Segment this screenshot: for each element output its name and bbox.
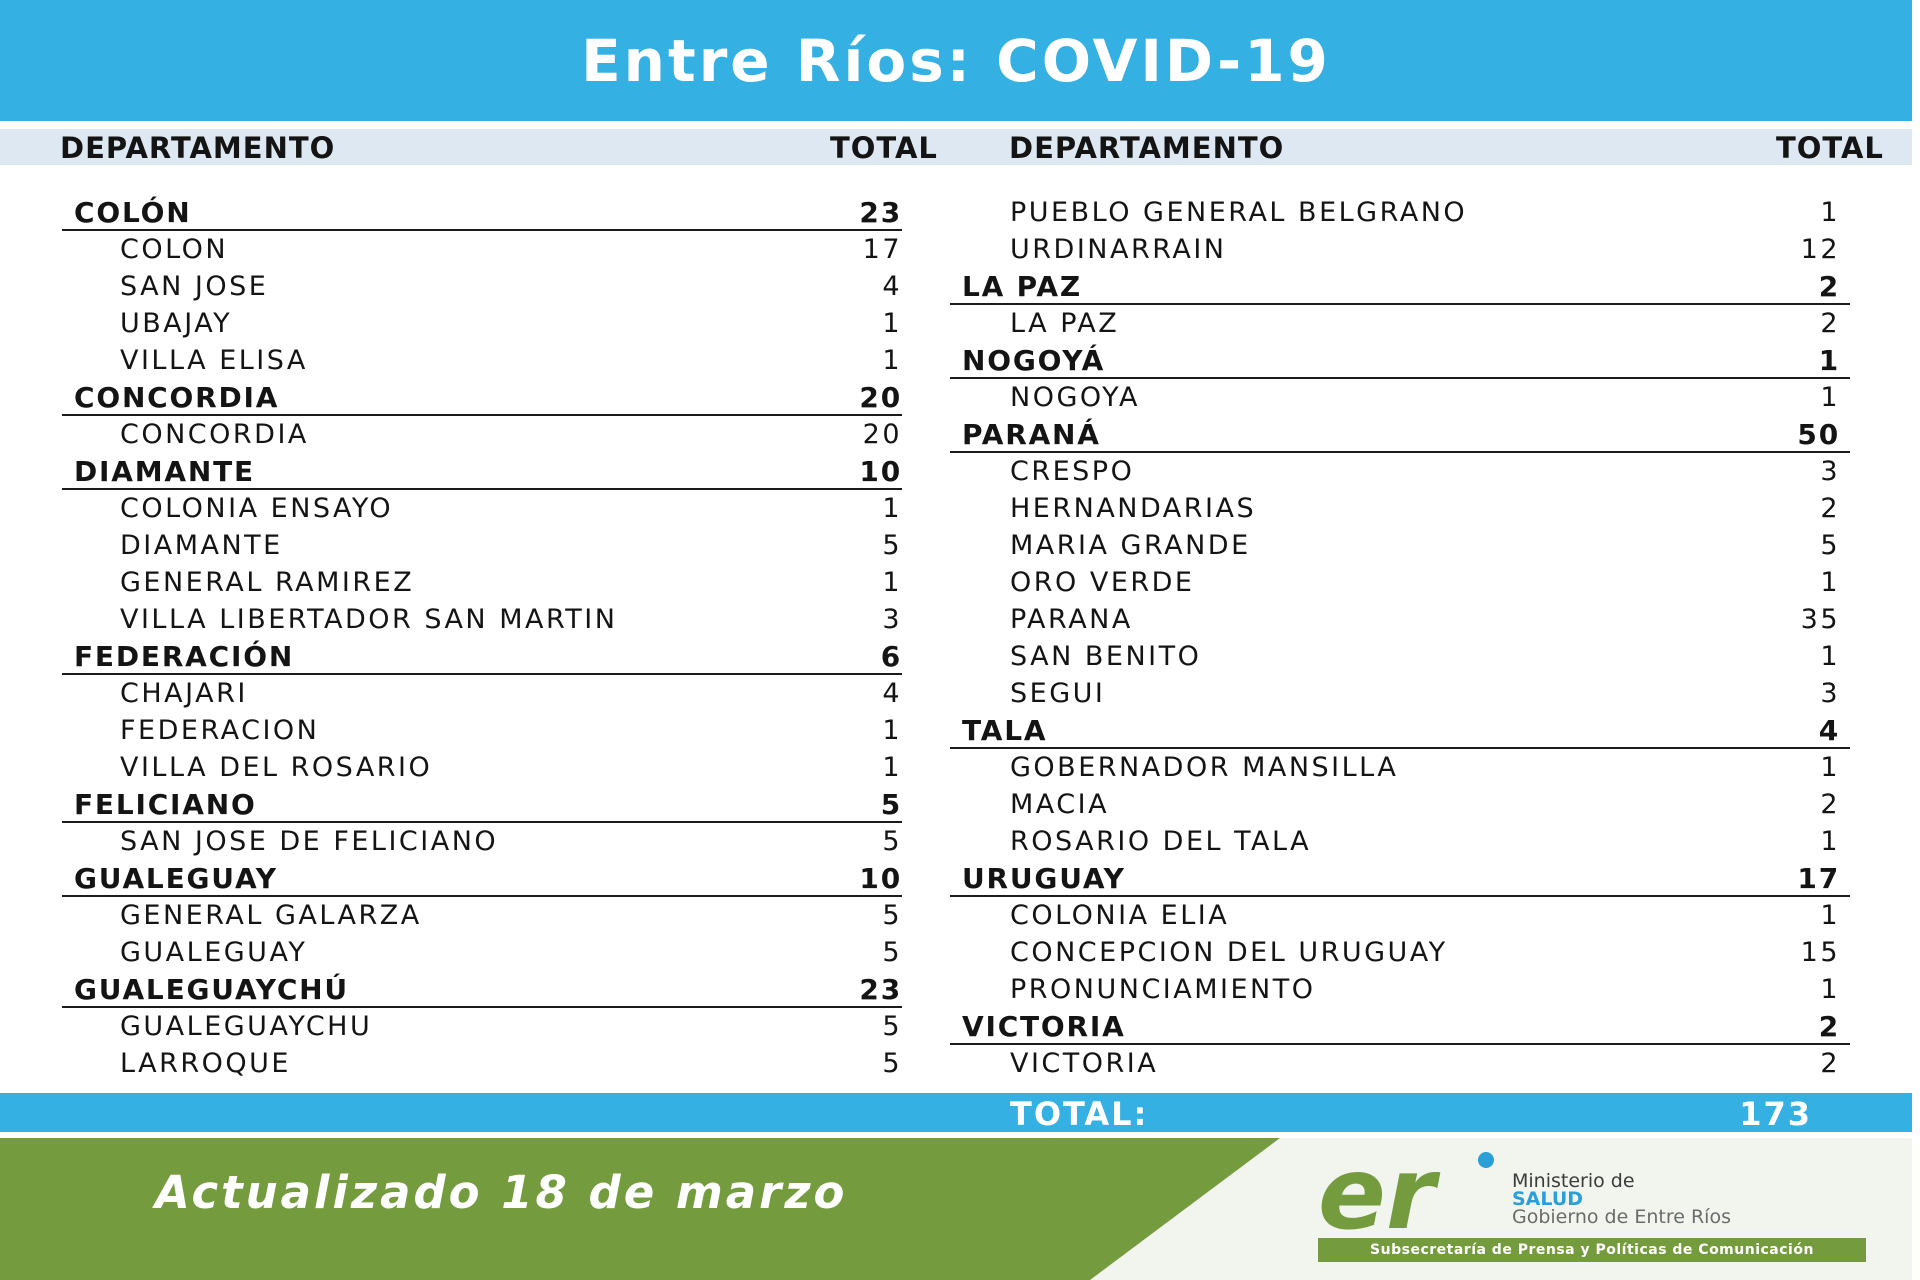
ministry-line1: Ministerio de (1512, 1170, 1635, 1192)
locality-name: VILLA DEL ROSARIO (120, 752, 433, 783)
locality-row (950, 230, 1850, 267)
locality-total: 1 (1820, 567, 1840, 598)
subsecretaria-label: Subsecretaría de Prensa y Políticas de Comunicación (1318, 1238, 1866, 1262)
total-value: 173 (1739, 1095, 1812, 1133)
locality-total: 5 (882, 826, 902, 857)
locality-row (950, 933, 1850, 970)
department-name: NOGOYÁ (962, 344, 1106, 377)
locality-total: 2 (1820, 1048, 1840, 1079)
department-total: 6 (880, 640, 902, 673)
ministry-line3: Gobierno de Entre Ríos (1512, 1206, 1731, 1228)
locality-name: SAN JOSE DE FELICIANO (120, 826, 499, 857)
locality-total: 20 (862, 419, 902, 450)
locality-total: 3 (1820, 678, 1840, 709)
locality-name: GUALEGUAY (120, 937, 308, 968)
locality-name: URDINARRAIN (1010, 234, 1227, 265)
locality-row (950, 785, 1850, 822)
locality-total: 5 (1820, 530, 1840, 561)
locality-name: CRESPO (1010, 456, 1135, 487)
locality-row (62, 267, 902, 304)
department-row (950, 859, 1850, 896)
department-total: 2 (1818, 1010, 1840, 1043)
locality-row (62, 822, 902, 859)
department-total: 10 (859, 862, 902, 895)
locality-total: 1 (882, 308, 902, 339)
locality-total: 3 (882, 604, 902, 635)
locality-name: UBAJAY (120, 308, 233, 339)
locality-name: PUEBLO GENERAL BELGRANO (1010, 197, 1468, 228)
locality-total: 3 (1820, 456, 1840, 487)
locality-row (950, 896, 1850, 933)
right-table (950, 193, 1850, 1081)
total-bar (0, 1093, 1912, 1132)
locality-total: 2 (1820, 493, 1840, 524)
locality-name: FEDERACION (120, 715, 320, 746)
locality-row (62, 748, 902, 785)
header-departamento-right: DEPARTAMENTO (1009, 131, 1285, 165)
department-name: VICTORIA (962, 1010, 1126, 1043)
locality-total: 2 (1820, 789, 1840, 820)
locality-row (950, 970, 1850, 1007)
locality-name: COLON (120, 234, 229, 265)
locality-row (62, 230, 902, 267)
header-departamento-left: DEPARTAMENTO (60, 131, 336, 165)
locality-total: 1 (882, 345, 902, 376)
locality-name: COLONIA ENSAYO (120, 493, 394, 524)
department-name: LA PAZ (962, 270, 1082, 303)
locality-name: VICTORIA (1010, 1048, 1159, 1079)
locality-name: MARIA GRANDE (1010, 530, 1251, 561)
locality-row (62, 1007, 902, 1044)
locality-row (950, 637, 1850, 674)
locality-name: GENERAL RAMIREZ (120, 567, 415, 598)
department-total: 20 (859, 381, 902, 414)
locality-total: 1 (882, 567, 902, 598)
department-name: FEDERACIÓN (74, 640, 295, 673)
ministry-text (1512, 1172, 1731, 1226)
er-logo-icon (1318, 1150, 1508, 1236)
locality-total: 2 (1820, 308, 1840, 339)
locality-total: 17 (862, 234, 902, 265)
locality-name: GUALEGUAYCHU (120, 1011, 373, 1042)
locality-name: VILLA ELISA (120, 345, 308, 376)
locality-row (62, 341, 902, 378)
locality-total: 35 (1800, 604, 1840, 635)
locality-row (62, 896, 902, 933)
locality-total: 12 (1800, 234, 1840, 265)
locality-name: NOGOYA (1010, 382, 1141, 413)
department-name: GUALEGUAYCHÚ (74, 973, 349, 1006)
locality-total: 1 (882, 715, 902, 746)
department-name: FELICIANO (74, 788, 257, 821)
locality-row (950, 563, 1850, 600)
locality-total: 1 (1820, 752, 1840, 783)
department-row (62, 193, 902, 230)
locality-total: 1 (1820, 900, 1840, 931)
locality-name: ROSARIO DEL TALA (1010, 826, 1312, 857)
department-row (950, 267, 1850, 304)
locality-row (62, 674, 902, 711)
locality-total: 1 (882, 752, 902, 783)
locality-row (62, 526, 902, 563)
locality-name: COLONIA ELIA (1010, 900, 1230, 931)
locality-row (950, 1044, 1850, 1081)
locality-total: 1 (1820, 641, 1840, 672)
department-row (62, 859, 902, 896)
department-total: 17 (1797, 862, 1840, 895)
department-name: GUALEGUAY (74, 862, 278, 895)
department-name: TALA (962, 714, 1048, 747)
locality-row (950, 489, 1850, 526)
header-total-left: TOTAL (830, 131, 938, 165)
department-name: PARANÁ (962, 418, 1101, 451)
locality-row (62, 933, 902, 970)
department-name: COLÓN (74, 196, 192, 229)
updated-date: Actualizado 18 de marzo (155, 1166, 848, 1219)
department-row (62, 452, 902, 489)
department-row (950, 415, 1850, 452)
locality-row (950, 822, 1850, 859)
ministry-line2: SALUD (1512, 1188, 1584, 1210)
locality-row (950, 526, 1850, 563)
locality-row (950, 452, 1850, 489)
locality-name: GOBERNADOR MANSILLA (1010, 752, 1399, 783)
title-banner (0, 0, 1912, 121)
locality-name: GENERAL GALARZA (120, 900, 422, 931)
locality-name: PARANA (1010, 604, 1133, 635)
locality-total: 4 (882, 678, 902, 709)
locality-name: ORO VERDE (1010, 567, 1195, 598)
locality-row (62, 415, 902, 452)
locality-row (950, 304, 1850, 341)
department-total: 4 (1818, 714, 1840, 747)
locality-name: SAN BENITO (1010, 641, 1202, 672)
locality-row (950, 600, 1850, 637)
locality-total: 1 (1820, 197, 1840, 228)
column-header-row (0, 129, 1912, 165)
locality-name: VILLA LIBERTADOR SAN MARTIN (120, 604, 618, 635)
locality-name: CONCORDIA (120, 419, 309, 450)
department-total: 5 (880, 788, 902, 821)
page-title: Entre Ríos: COVID-19 (581, 26, 1331, 95)
locality-total: 5 (882, 937, 902, 968)
locality-total: 1 (882, 493, 902, 524)
locality-name: CONCEPCION DEL URUGUAY (1010, 937, 1448, 968)
header-total-right: TOTAL (1776, 131, 1884, 165)
locality-name: LA PAZ (1010, 308, 1120, 339)
locality-total: 5 (882, 1048, 902, 1079)
department-row (950, 1007, 1850, 1044)
department-row (950, 341, 1850, 378)
department-name: CONCORDIA (74, 381, 280, 414)
locality-name: LARROQUE (120, 1048, 291, 1079)
department-total: 1 (1818, 344, 1840, 377)
locality-total: 1 (1820, 974, 1840, 1005)
locality-row (62, 600, 902, 637)
locality-total: 5 (882, 530, 902, 561)
locality-name: DIAMANTE (120, 530, 283, 561)
department-total: 10 (859, 455, 902, 488)
locality-total: 5 (882, 1011, 902, 1042)
total-label: TOTAL: (1010, 1095, 1149, 1133)
ministry-logo (1318, 1150, 1886, 1272)
locality-row (62, 563, 902, 600)
department-name: URUGUAY (962, 862, 1126, 895)
locality-name: CHAJARI (120, 678, 248, 709)
locality-row (950, 674, 1850, 711)
locality-row (950, 748, 1850, 785)
department-row (62, 378, 902, 415)
department-row (62, 785, 902, 822)
locality-name: SAN JOSE (120, 271, 269, 302)
locality-total: 1 (1820, 382, 1840, 413)
department-row (62, 637, 902, 674)
department-row (950, 711, 1850, 748)
department-total: 23 (859, 973, 902, 1006)
locality-row (62, 489, 902, 526)
locality-total: 5 (882, 900, 902, 931)
locality-total: 1 (1820, 826, 1840, 857)
locality-name: MACIA (1010, 789, 1110, 820)
footer (0, 1138, 1912, 1280)
department-name: DIAMANTE (74, 455, 255, 488)
locality-name: PRONUNCIAMIENTO (1010, 974, 1316, 1005)
locality-row (62, 1044, 902, 1081)
locality-row (62, 711, 902, 748)
locality-row (62, 304, 902, 341)
department-total: 2 (1818, 270, 1840, 303)
department-total: 50 (1797, 418, 1840, 451)
locality-row (950, 193, 1850, 230)
logo-mark-text: er (1318, 1150, 1436, 1236)
locality-name: HERNANDARIAS (1010, 493, 1257, 524)
locality-total: 4 (882, 271, 902, 302)
department-total: 23 (859, 196, 902, 229)
locality-row (950, 378, 1850, 415)
left-table (62, 193, 902, 1081)
department-row (62, 970, 902, 1007)
locality-name: SEGUI (1010, 678, 1106, 709)
locality-total: 15 (1800, 937, 1840, 968)
